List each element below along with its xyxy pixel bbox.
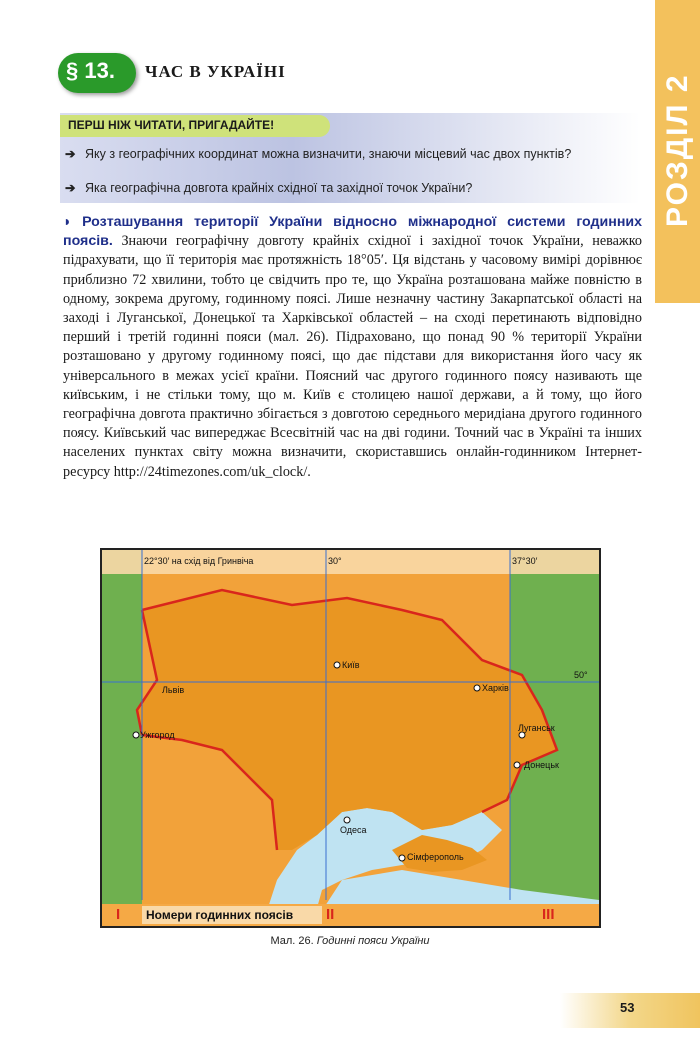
section-title: ЧАС В УКРАЇНІ <box>145 62 286 81</box>
city-label: Луганськ <box>518 723 555 733</box>
city-marker-icon <box>474 685 480 691</box>
arrow-icon: ➔ <box>65 147 76 161</box>
map-drawing <box>102 550 599 926</box>
city-label: Харків <box>482 683 509 693</box>
city-label: Донецьк <box>524 760 559 770</box>
longitude-label: 30° <box>328 556 342 566</box>
section-number-badge <box>58 53 136 93</box>
city-marker-icon <box>514 762 520 768</box>
city-marker-icon <box>334 662 340 668</box>
city-label: Ужгород <box>140 730 175 740</box>
longitude-label: 37°30′ <box>512 556 538 566</box>
recall-question: ➔ Яку з географічних координат можна визначити, знаючи місцевий час двох пунктів? <box>65 147 572 161</box>
city-label: Одеса <box>340 825 367 835</box>
zone-number: III <box>542 906 555 923</box>
city-label: Київ <box>342 660 360 670</box>
city-label: Сімферополь <box>407 852 464 862</box>
chapter-side-tab <box>655 0 700 303</box>
arrow-icon: ➔ <box>65 181 76 195</box>
body-paragraph <box>63 213 642 482</box>
figure-caption <box>0 935 700 947</box>
recall-question: ➔ Яка географічна довгота крайніх східної та західної точок України? <box>65 181 473 195</box>
legend-label: Номери годинних поясів <box>146 908 294 922</box>
paragraph-text: Знаючи географічну довготу крайніх східної і західної точок України, неважко підрахувати, що її територія має протяжність 18°05′. Ця відстань у часовому вимірі дорівнює приблизно 72 хвилини, тобто це свідчить про те, що Україна розташована майже повністю в одному, зокрема другому, годинному поясі. Лише незначну частину Закарпатської області на заході і Луганської, Донецької та Харківської областей – на сході перетинають відповідно перший і третій годинні пояси (мал. 26). Підраховано, що понад 90 % території України розташовано у другому годинному поясі, що дає підстави для використання його часу як універсального в межах усієї країни. Поясний час другого годинного поясу називають ще київським, і не стільки тому, що м. Київ є столицею нашої держави, а й тому, що його географічна довгота практично збігається з довготою середнього меридіана другого годинного поясу. Київський час випереджає Всесвітній час на дві години. Точний час в Україні та інших населених пунктах світу можна визначити, скориставшись онлайн-годинником Інтернет-ресурсу http://24timezones.com/uk_clock/. <box>63 233 642 480</box>
caption-title: Годинні пояси України <box>316 935 430 947</box>
caption-prefix: Мал. 26. <box>270 935 314 947</box>
city-marker-icon <box>399 855 405 861</box>
paragraph-marker-icon: ◗ <box>63 214 72 230</box>
city-marker-icon <box>344 817 350 823</box>
page-number: 53 <box>620 1000 635 1015</box>
longitude-label: 22°30′ на схід від Гринвіча <box>144 556 254 566</box>
recall-heading-tab <box>60 115 330 137</box>
city-marker-icon <box>133 732 139 738</box>
paragraph-lead: Розташування території України відносно міжнародної системи годинних поясів. <box>63 214 643 250</box>
recall-heading: ПЕРШ НІЖ ЧИТАТИ, ПРИГАДАЙТЕ! <box>68 118 275 132</box>
zone-number: II <box>326 906 335 923</box>
section-number: § 13. <box>66 58 115 83</box>
city-label: Львів <box>162 685 185 695</box>
time-zones-map <box>100 548 601 928</box>
latitude-label: 50° <box>574 670 588 680</box>
zone-number: I <box>116 906 121 923</box>
chapter-label: РОЗДІЛ 2 <box>661 73 694 227</box>
